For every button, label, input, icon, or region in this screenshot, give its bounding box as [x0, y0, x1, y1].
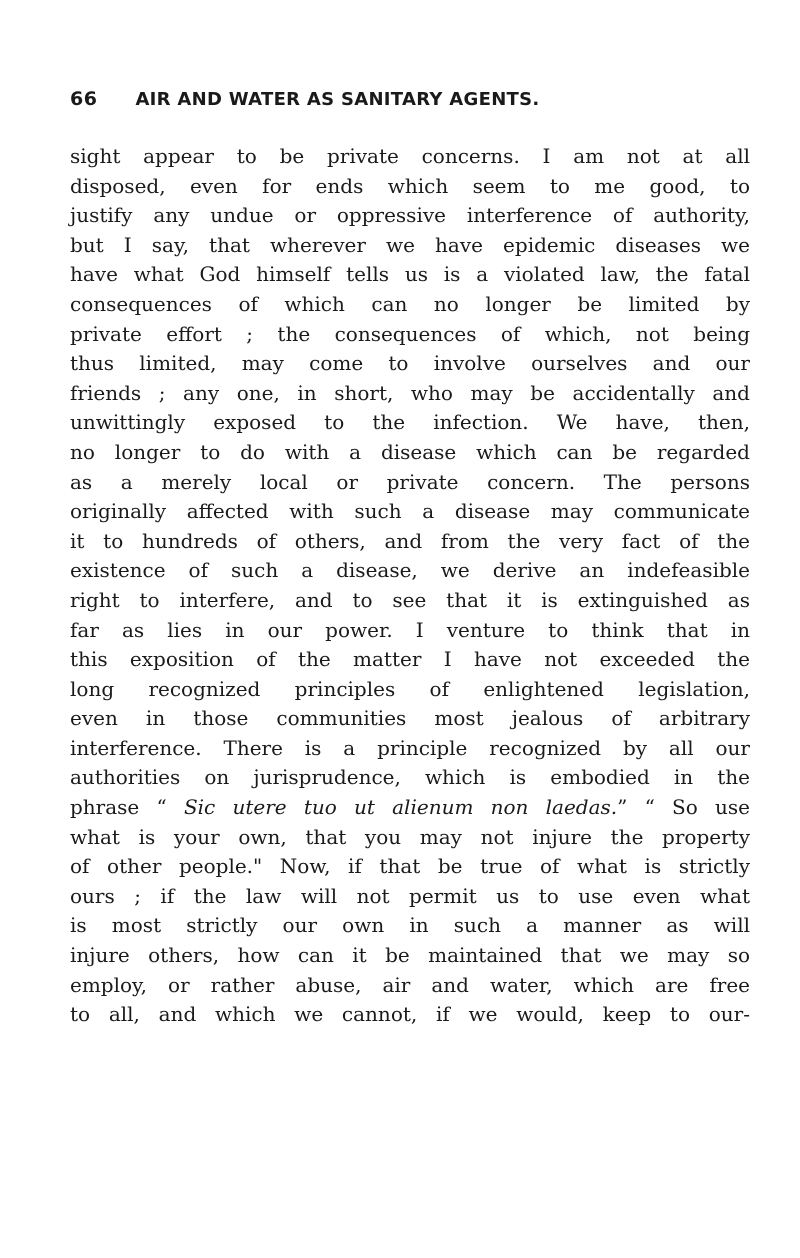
- text-line: injure others, how can it be maintained that we may so: [70, 943, 750, 968]
- text-line: is most strictly our own in such a manner as will: [70, 913, 750, 938]
- text-line: it to hundreds of others, and from the very fact of the: [70, 528, 750, 553]
- text-line: no longer to do with a disease which can be regarded: [70, 439, 750, 464]
- text-line: originally affected with such a disease may communicate: [70, 499, 750, 524]
- text-line: what is your own, that you may not injure the property: [70, 824, 750, 849]
- text-line: even in those communities most jealous of arbitrary: [70, 706, 750, 731]
- text-line: unwittingly exposed to the infection. We have, then,: [70, 410, 750, 435]
- text-line: thus limited, may come to involve ourselves and our: [70, 351, 750, 376]
- phrase-lead: phrase “: [70, 795, 184, 820]
- text-line: existence of such a disease, we derive an indefeasible: [70, 558, 750, 583]
- text-line: disposed, even for ends which seem to me good, to: [70, 173, 750, 198]
- page-header: [70, 88, 670, 118]
- text-line: this exposition of the matter I have not exceeded the: [70, 647, 750, 672]
- text-line: consequences of which can no longer be limited by: [70, 291, 750, 316]
- text-line: ours ; if the law will not permit us to use even what: [70, 883, 750, 908]
- text-line: far as lies in our power. I venture to think that in: [70, 617, 750, 642]
- latin-maxim: Sic utere tuo ut alienum non laedas.: [183, 795, 618, 820]
- text-line: have what God himself tells us is a violated law, the fatal: [70, 262, 750, 287]
- text-line: private effort ; the consequences of which, not being: [70, 321, 750, 346]
- phrase-tail: ” “ So use: [617, 795, 750, 820]
- text-line: employ, or rather abuse, air and water, which are free: [70, 972, 750, 997]
- body-text: [70, 142, 750, 1030]
- text-line: justify any undue or oppressive interference of authority,: [70, 203, 750, 228]
- latin-phrase-line: [70, 793, 750, 823]
- text-line: interference. There is a principle recognized by all our: [70, 735, 750, 760]
- text-line: authorities on jurisprudence, which is embodied in the: [70, 765, 750, 790]
- text-line: right to interfere, and to see that it is extinguished as: [70, 587, 750, 612]
- text-line: to all, and which we cannot, if we would, keep to our-: [70, 1002, 750, 1027]
- text-line: of other people." Now, if that be true of what is strictly: [70, 854, 750, 879]
- text-line: long recognized principles of enlightened legislation,: [70, 676, 750, 701]
- page-number: 66: [70, 88, 98, 110]
- text-line: friends ; any one, in short, who may be accidentally and: [70, 380, 750, 405]
- text-line: but I say, that wherever we have epidemic diseases we: [70, 232, 750, 257]
- text-line: sight appear to be private concerns. I am not at all: [70, 144, 750, 168]
- text-line: as a merely local or private concern. The persons: [70, 469, 750, 494]
- running-title: AIR AND WATER AS SANITARY AGENTS.: [135, 89, 540, 110]
